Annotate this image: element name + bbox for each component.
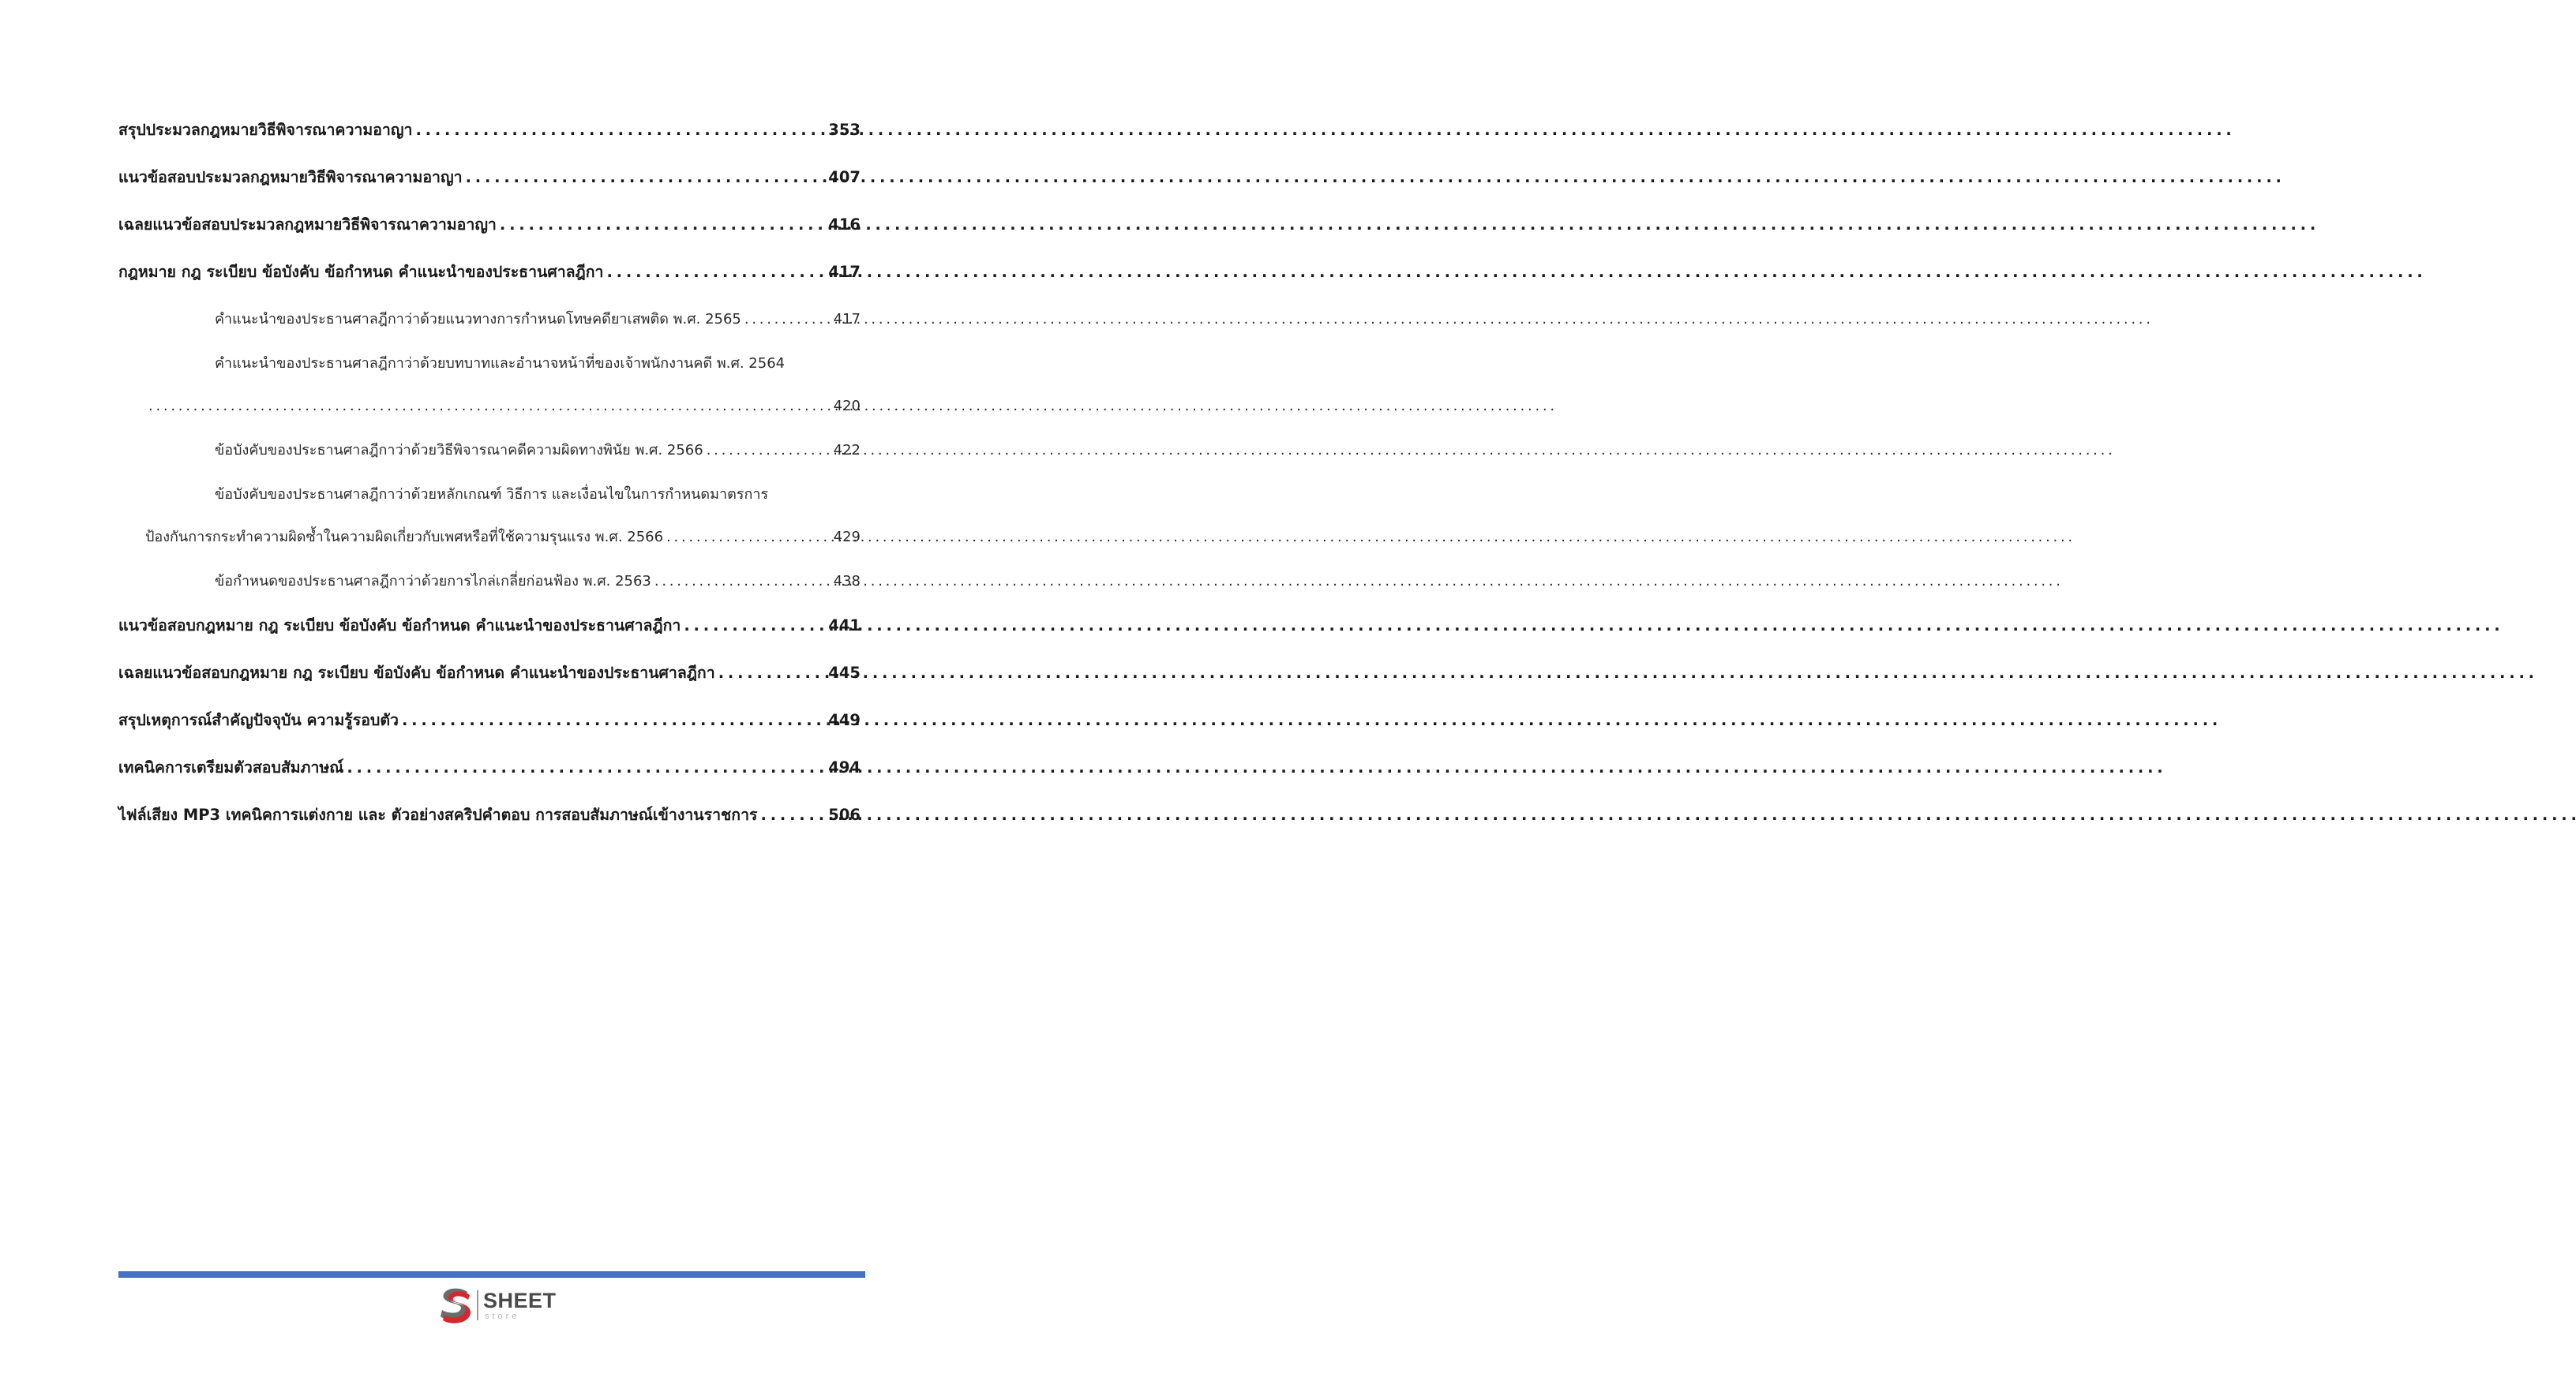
toc-subentry-page: 420 xyxy=(833,398,861,414)
dot-leader xyxy=(744,308,831,331)
toc-entry[interactable] xyxy=(118,614,861,661)
toc-entry-page: 416 xyxy=(828,215,861,234)
dot-leader xyxy=(718,661,826,685)
toc-entry[interactable] xyxy=(118,709,861,756)
dot-leader xyxy=(761,803,826,827)
toc-entry-title: เฉลยแนวข้อสอบกฎหมาย กฎ ระเบียบ ข้อบังคับ ข้อกำหนด คำแนะนำของประธานศาลฎีกา xyxy=(118,664,715,682)
toc-entry[interactable] xyxy=(118,756,861,803)
toc-subentry-title: คำแนะนำของประธานศาลฎีกาว่าด้วยแนวทางการกำหนดโทษคดียาเสพติด พ.ศ. 2565 xyxy=(215,311,741,328)
toc-entry-title: เทคนิคการเตรียมตัวสอบสัมภาษณ์ xyxy=(118,758,344,777)
dot-leader xyxy=(347,756,825,780)
toc-entry-page: 353 xyxy=(828,121,861,139)
toc-entry-title: เฉลยแนวข้อสอบประมวลกฎหมายวิธีพิจารณาความอาญา xyxy=(118,215,497,234)
toc-entry-title: แนวข้อสอบประมวลกฎหมายวิธีพิจารณาความอาญา xyxy=(118,168,463,186)
table-of-contents xyxy=(118,118,861,851)
dot-leader xyxy=(707,439,831,462)
logo-sub: store xyxy=(485,1311,520,1321)
toc-entry-page: 417 xyxy=(828,263,861,281)
dot-leader xyxy=(500,213,825,237)
dot-leader xyxy=(666,526,831,549)
toc-entry-page: 506 xyxy=(828,806,861,824)
toc-entry-page: 441 xyxy=(828,616,861,634)
dot-leader xyxy=(684,614,825,638)
dot-leader xyxy=(606,260,825,284)
toc-subentry-title: ข้อบังคับของประธานศาลฎีกาว่าด้วยหลักเกณฑ์ วิธีการ และเงื่อนไขในการกำหนดมาตรการ xyxy=(215,486,769,503)
logo-brand: SHEET xyxy=(483,1288,557,1312)
toc-entry[interactable] xyxy=(118,118,861,166)
toc-subentry-title: ข้อบังคับของประธานศาลฎีกาว่าด้วยวิธีพิจารณาคดีความผิดทางพินัย พ.ศ. 2566 xyxy=(215,442,703,459)
toc-entry[interactable] xyxy=(118,260,861,308)
toc-entry-title: กฎหมาย กฎ ระเบียบ ข้อบังคับ ข้อกำหนด คำแนะนำของประธานศาลฎีกา xyxy=(118,263,604,281)
toc-subentry[interactable] xyxy=(118,308,861,352)
sheet-store-logo xyxy=(437,1284,557,1327)
dot-leader xyxy=(402,709,825,732)
toc-entry-page: 449 xyxy=(828,711,861,729)
s-logo-icon xyxy=(437,1286,474,1325)
logo-wordmark xyxy=(483,1290,557,1321)
toc-subentry[interactable] xyxy=(118,483,861,570)
toc-entry-title: สรุปเหตุการณ์สำคัญปัจจุบัน ความรู้รอบตัว xyxy=(118,711,399,729)
toc-entry-title: แนวข้อสอบกฎหมาย กฎ ระเบียบ ข้อบังคับ ข้อกำหนด คำแนะนำของประธานศาลฎีกา xyxy=(118,616,681,634)
toc-entry[interactable] xyxy=(118,166,861,213)
toc-subentry-page: 438 xyxy=(833,573,861,590)
toc-entry[interactable] xyxy=(118,803,861,851)
footer-rule xyxy=(118,1271,865,1278)
dot-leader xyxy=(415,118,825,142)
toc-entry[interactable] xyxy=(118,661,861,709)
toc-subentry-title-cont: ป้องกันการกระทำความผิดซ้ำในความผิดเกี่ยวกับเพศหรือที่ใช้ความรุนแรง พ.ศ. 2566 xyxy=(145,529,664,545)
toc-entry-page: 407 xyxy=(828,168,861,186)
toc-subentry-title: คำแนะนำของประธานศาลฎีกาว่าด้วยบทบาทและอำนาจหน้าที่ของเจ้าพนักงานคดี พ.ศ. 2564 xyxy=(215,355,786,372)
toc-entry-page: 445 xyxy=(828,664,861,682)
toc-subentry-title: ข้อกำหนดของประธานศาลฎีกาว่าด้วยการไกล่เกลี่ยก่อนฟ้อง พ.ศ. 2563 xyxy=(215,573,651,590)
dot-leader xyxy=(654,570,831,593)
toc-entry-page: 494 xyxy=(828,758,861,777)
dot-leader xyxy=(148,395,831,418)
logo-separator xyxy=(477,1290,478,1320)
toc-entry[interactable] xyxy=(118,213,861,260)
toc-entry-title: สรุปประมวลกฎหมายวิธีพิจารณาความอาญา xyxy=(118,121,413,139)
toc-subentry-page: 417 xyxy=(833,311,861,328)
toc-subentry[interactable] xyxy=(118,439,861,483)
toc-subentry-page: 422 xyxy=(833,442,861,459)
toc-subentry[interactable] xyxy=(118,570,861,614)
toc-entry-title: ไฟล์เสียง MP3 เทคนิคการแต่งกาย และ ตัวอย่างสคริปคำตอบ การสอบสัมภาษณ์เข้างานราชการ xyxy=(118,806,758,824)
dot-leader xyxy=(466,166,826,189)
toc-subentry[interactable] xyxy=(118,352,861,439)
toc-subentry-page: 429 xyxy=(833,529,861,545)
